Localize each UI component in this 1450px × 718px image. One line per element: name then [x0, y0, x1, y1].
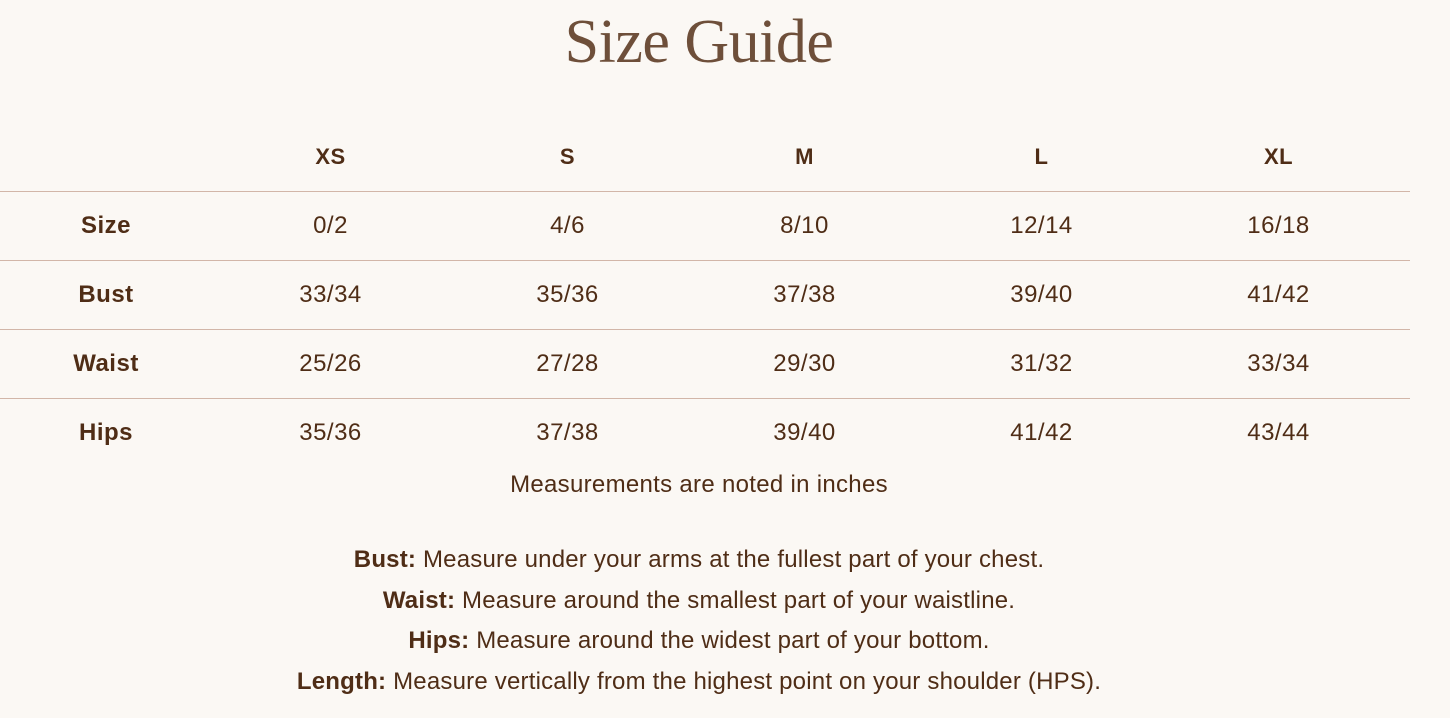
table-cell: 39/40	[1010, 281, 1073, 308]
table-cell: 8/10	[780, 212, 829, 239]
definition-text: Measure around the widest part of your bottom.	[469, 627, 990, 655]
table-cell: 35/36	[299, 419, 362, 446]
table-cell: 33/34	[299, 281, 362, 308]
table-cell: 37/38	[773, 281, 836, 308]
table-cell: 41/42	[1247, 281, 1310, 308]
table-row	[0, 260, 1410, 329]
table-cell: 27/28	[536, 350, 599, 377]
measurement-definitions	[0, 540, 1398, 703]
table-cell: 33/34	[1247, 350, 1310, 377]
table-cell: 31/32	[1010, 350, 1073, 377]
table-cell: 41/42	[1010, 419, 1073, 446]
definition-length	[0, 662, 1398, 703]
definition-term: Length:	[296, 668, 387, 696]
table-row	[0, 329, 1410, 398]
table-cell: 25/26	[299, 350, 362, 377]
table-header-row	[0, 122, 1410, 191]
table-row	[0, 398, 1410, 467]
column-header-l: L	[1034, 144, 1049, 169]
size-table	[0, 122, 1410, 467]
definition-term: Bust:	[353, 546, 417, 573]
table-cell: 16/18	[1247, 212, 1310, 239]
column-header-xs: XS	[315, 144, 346, 169]
table-header-blank	[0, 156, 212, 157]
table-cell: 39/40	[773, 419, 836, 446]
definition-waist	[0, 581, 1398, 622]
definition-bust	[0, 540, 1398, 581]
row-label-hips: Hips	[78, 419, 133, 446]
definition-text: Measure under your arms at the fullest part of your chest.	[416, 546, 1045, 573]
table-row	[0, 191, 1410, 260]
row-label-waist: Waist	[73, 350, 139, 377]
definition-hips	[0, 621, 1398, 662]
column-header-s: S	[559, 144, 576, 169]
measurement-note: Measurements are noted in inches	[510, 471, 888, 498]
page-title: Size Guide	[564, 8, 834, 76]
row-label-size: Size	[80, 212, 132, 239]
table-cell: 12/14	[1010, 212, 1073, 239]
table-cell: 4/6	[550, 212, 585, 239]
column-header-m: M	[795, 144, 814, 169]
column-header-xl: XL	[1263, 144, 1294, 169]
definition-term: Waist:	[382, 586, 456, 614]
row-label-bust: Bust	[78, 281, 134, 308]
definition-text: Measure around the smallest part of your waistline.	[455, 586, 1016, 614]
definition-text: Measure vertically from the highest point on your shoulder (HPS).	[386, 668, 1102, 696]
table-cell: 35/36	[536, 281, 599, 308]
table-cell: 0/2	[313, 212, 348, 239]
table-cell: 37/38	[536, 419, 599, 446]
table-cell: 29/30	[773, 350, 836, 377]
table-cell: 43/44	[1247, 419, 1310, 446]
definition-term: Hips:	[408, 627, 470, 655]
